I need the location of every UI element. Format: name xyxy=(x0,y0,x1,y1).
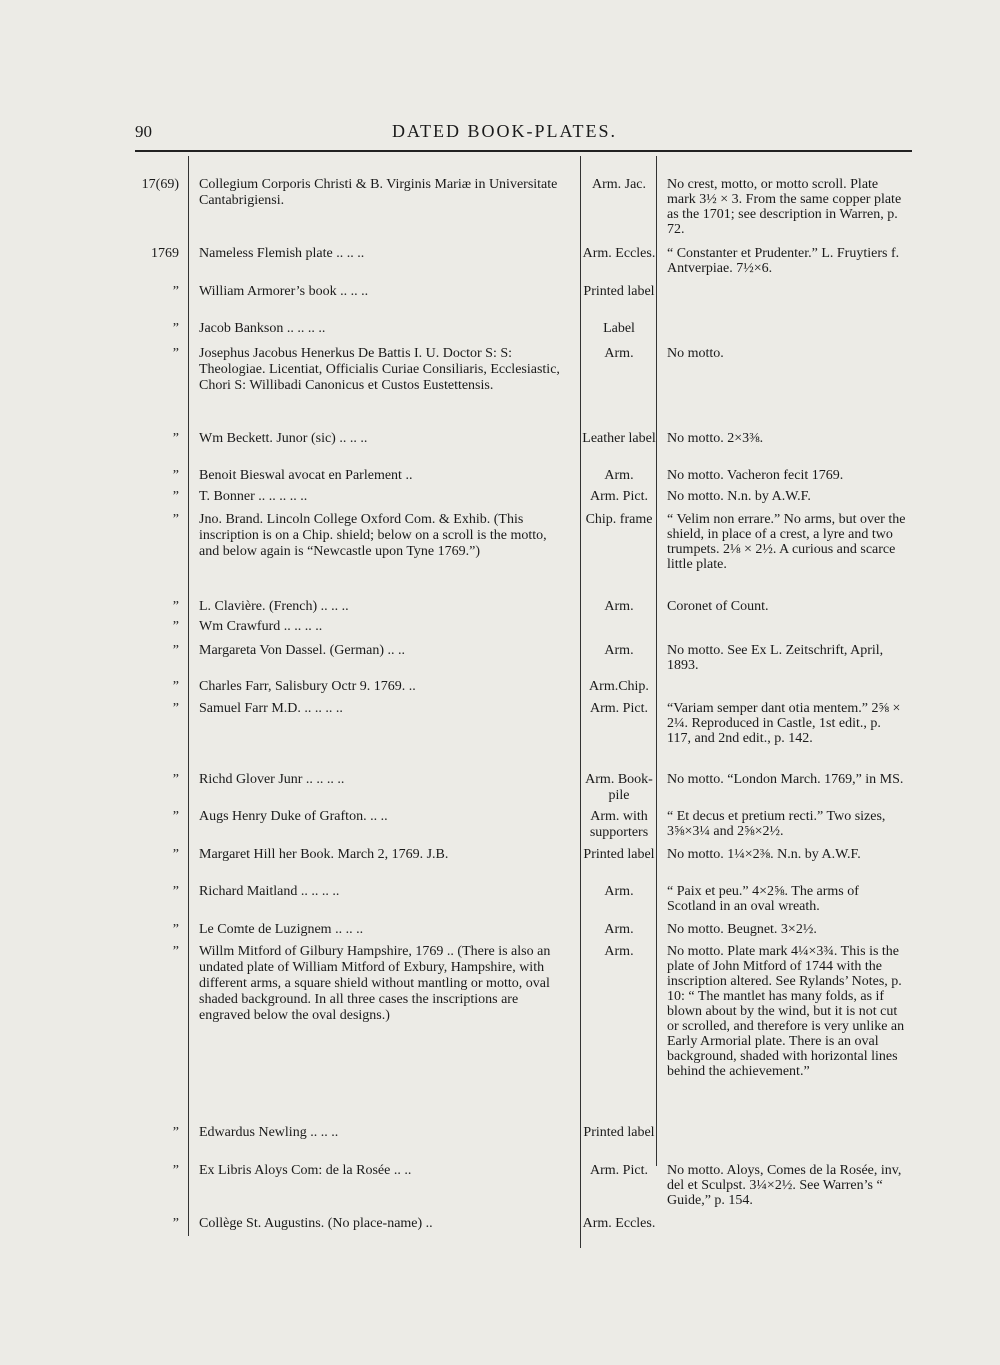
entry-year: ” xyxy=(172,643,179,658)
entry-notes: No motto. Beugnet. 3×2½. xyxy=(667,922,817,937)
entry-year: ” xyxy=(172,599,179,614)
entry-notes: Coronet of Count. xyxy=(667,599,769,614)
entry-notes: No motto. See Ex L. Zeitschrift, April, 1893. xyxy=(667,643,884,673)
entry-notes: No motto. 2×3⅜. xyxy=(667,431,764,446)
entry-type: Leather label xyxy=(582,431,656,446)
entry-notes: No motto. N.n. by A.W.F. xyxy=(667,489,811,504)
entry-year: 17(69) xyxy=(141,177,179,192)
entry-name: Samuel Farr M.D. .. .. .. .. xyxy=(199,701,343,716)
entry-name: Josephus Jacobus Henerkus De Battis I. U. Doctor S: S: Theologiae. Licentiat, Officialis Curiae Consiliaris, Ecclesiastic, Chori S: Willibadi Canonicus et Custos Eustettensis. xyxy=(199,346,560,393)
entry-name: Jno. Brand. Lincoln College Oxford Com. & Exhib. (This inscription is on a Chip. shield; below on a scroll is the motto, and below again is “Newcastle upon Tyne 1769.”) xyxy=(199,512,547,559)
entry-year: ” xyxy=(172,468,179,483)
entry-year: ” xyxy=(172,1163,179,1178)
entry-notes: No crest, motto, or motto scroll. Plate mark 3½ × 3. From the same copper plate as the 1701; see description in Warren, p. 72. xyxy=(667,177,902,237)
entry-type: Arm. xyxy=(604,346,634,361)
entry-notes: No motto. “London March. 1769,” in MS. xyxy=(667,772,904,787)
entry-year: ” xyxy=(172,321,179,336)
entry-name: L. Clavière. (French) .. .. .. xyxy=(199,599,349,614)
entry-notes: No motto. Vacheron fecit 1769. xyxy=(667,468,844,483)
entry-year: ” xyxy=(172,701,179,716)
entry-name: William Armorer’s book .. .. .. xyxy=(199,284,369,299)
entry-year: ” xyxy=(172,922,179,937)
entry-name: Charles Farr, Salisbury Octr 9. 1769. .. xyxy=(199,679,416,694)
entry-year: ” xyxy=(172,284,179,299)
entry-type: Arm.Chip. xyxy=(589,679,649,694)
entry-name: Augs Henry Duke of Grafton. .. .. xyxy=(199,809,388,824)
entry-type: Arm. Eccles. xyxy=(582,246,656,261)
entry-type: Arm. xyxy=(604,468,634,483)
page-title: DATED BOOK-PLATES. xyxy=(392,121,617,141)
entry-name: Nameless Flemish plate .. .. .. xyxy=(199,246,365,261)
entry-name: T. Bonner .. .. .. .. .. xyxy=(199,489,308,504)
entry-notes: “ Paix et peu.” 4×2⅝. The arms of Scotland in an oval wreath. xyxy=(667,884,859,914)
entry-notes: “Variam semper dant otia mentem.” 2⅝ × 2¼. Reproduced in Castle, 1st edit., p. 117, and 2nd edit., p. 142. xyxy=(667,701,901,746)
entry-name: Margaret Hill her Book. March 2, 1769. J.B. xyxy=(199,847,449,862)
entry-year: ” xyxy=(172,512,179,527)
entry-year: ” xyxy=(172,944,179,959)
entry-type: Arm. Book-pile xyxy=(585,772,653,803)
entry-name: Le Comte de Luzignem .. .. .. xyxy=(199,922,364,937)
entry-type: Printed label xyxy=(583,847,655,862)
entry-name: Richard Maitland .. .. .. .. xyxy=(199,884,340,899)
entry-type: Arm. Jac. xyxy=(591,177,647,192)
entry-year: ” xyxy=(172,772,179,787)
entry-year: ” xyxy=(172,847,179,862)
entry-name: Collège St. Augustins. (No place-name) .. xyxy=(199,1216,433,1231)
entry-name: Wm Beckett. Junor (sic) .. .. .. xyxy=(199,431,368,446)
entry-year: 1769 xyxy=(151,246,179,261)
entry-type: Arm. xyxy=(604,944,634,959)
entry-notes: “ Constanter et Prudenter.” L. Fruytiers f. Antverpiae. 7½×6. xyxy=(667,246,900,276)
entry-name: Ex Libris Aloys Com: de la Rosée .. .. xyxy=(199,1163,412,1178)
entry-name: Wm Crawfurd .. .. .. .. xyxy=(199,619,323,634)
entry-notes: No motto. xyxy=(667,346,724,361)
entry-year: ” xyxy=(172,1216,179,1231)
entry-type: Arm. xyxy=(604,643,634,658)
entry-year: ” xyxy=(172,884,179,899)
entry-year: ” xyxy=(172,431,179,446)
entry-notes: No motto. Aloys, Comes de la Rosée, inv, del et Sculpst. 3¼×2½. See Warren’s “ Guide,” p. 154. xyxy=(667,1163,902,1208)
entry-name: Collegium Corporis Christi & B. Virginis Mariæ in Universitate Cantabrigiensi. xyxy=(199,177,558,208)
entry-year: ” xyxy=(172,619,179,634)
page-number: 90 xyxy=(135,122,152,141)
entry-year: ” xyxy=(172,489,179,504)
entry-name: Willm Mitford of Gilbury Hampshire, 1769 .. (There is also an undated plate of William Mitford of Exbury, Hampshire, with different arms, a square shield without mantling or motto, oval shaded background. In all three cases the inscriptions are engraved below the oval designs.) xyxy=(199,944,551,1023)
entry-type: Arm. with supporters xyxy=(589,809,649,840)
entry-name: Benoit Bieswal avocat en Parlement .. xyxy=(199,468,413,483)
entry-notes: “ Et decus et pretium recti.” Two sizes, 3⅝×3¼ and 2⅝×2½. xyxy=(667,809,886,839)
entry-year: ” xyxy=(172,346,179,361)
entry-type: Arm. Pict. xyxy=(590,489,648,504)
entry-notes: No motto. 1¼×2⅜. N.n. by A.W.F. xyxy=(667,847,861,862)
entry-type: Printed label xyxy=(583,284,655,299)
entry-name: Margareta Von Dassel. (German) .. .. xyxy=(199,643,406,658)
entry-type: Arm. Eccles. xyxy=(582,1216,656,1231)
entry-type: Arm. xyxy=(604,884,634,899)
entry-notes: “ Velim non errare.” No arms, but over the shield, in place of a crest, a lyre and two trumpets. 2⅛ × 2½. A curious and scarce little plate. xyxy=(667,512,906,572)
entry-year: ” xyxy=(172,679,179,694)
entry-type: Chip. frame xyxy=(585,512,653,527)
entry-type: Arm. xyxy=(604,922,634,937)
entry-type: Label xyxy=(603,321,635,336)
entry-type: Arm. Pict. xyxy=(590,701,648,716)
entry-type: Arm. xyxy=(604,599,634,614)
entry-type: Printed label xyxy=(583,1125,655,1140)
entry-name: Richd Glover Junr .. .. .. .. xyxy=(199,772,345,787)
entry-name: Jacob Bankson .. .. .. .. xyxy=(199,321,326,336)
entry-type: Arm. Pict. xyxy=(590,1163,648,1178)
entry-year: ” xyxy=(172,1125,179,1140)
entry-year: ” xyxy=(172,809,179,824)
entry-notes: No motto. Plate mark 4¼×3¾. This is the plate of John Mitford of 1744 with the inscription altered. See Rylands’ Notes, p. 10: “ The mantlet has many folds, as if blown about by the wind, but it is not cut or scrolled, and therefore is very unlike an Early Armorial plate. There is an oval background, shaded with horizontal lines behind the achievement.” xyxy=(667,944,905,1079)
entry-name: Edwardus Newling .. .. .. xyxy=(199,1125,339,1140)
